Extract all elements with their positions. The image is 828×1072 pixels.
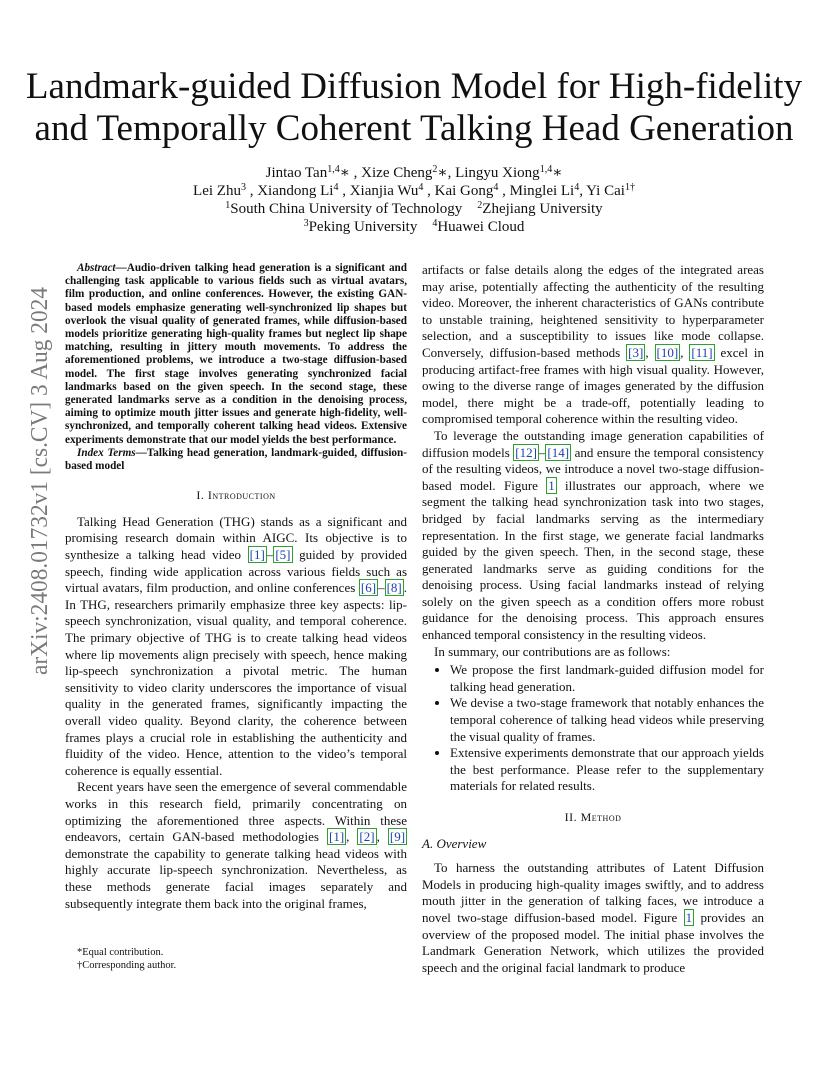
citation-link[interactable]: [6] [360,580,377,596]
list-item: • Extensive experiments demonstrate that our approach yields the best performance. Please refer to the supplementary materials for related results. [450,745,764,795]
citation-link[interactable]: [9] [389,829,406,845]
author-name: Jintao Tan [265,165,328,181]
abstract-lead: Abstract [77,262,116,274]
affil-sup: 3 [303,218,309,229]
right-column [422,262,764,976]
author-name: Kai Gong [434,183,494,199]
affil-sup: 2 [477,200,483,211]
text-run: illustrates our approach, where we segment the talking head synchronization task into two stages, bridged by facial landmarks serving as the intermediary representation. In the first stage, we generate facial landmarks guided by the given speech. Then, in the second stage, these generated landmarks serve as guiding conditions for the denoising process. Using facial landmarks instead of relying solely on the given speech as a condition offers more robust guidance for the denoising process. This approach ensures enhanced temporal consistency in the resulting videos. [422,477,764,643]
arxiv-identifier-stamp [20,268,54,675]
list-item: • We devise a two-stage framework that notably enhances the temporal coherence of talking head videos while preserving the visual quality of frames. [450,695,764,745]
text-run: Recent years have seen the emergence of several commendable works in this research field, primarily concentrating on optimizing the aforementioned three aspects. Within these endeavors, certain GAN-based methodologies [65,779,407,845]
section-heading-method: II. Method [564,810,622,824]
text-run: artifacts or false details along the edges of the integrated areas may arise, potentially affecting the authenticity of the resulting video. Moreover, the inherent characteristics of GANs contribute to unstable training, heightened sensitivity to hyperparameter selection, and a susceptibility to issues like mode collapse. Conversely, diffusion-based methods [422,262,764,360]
citation-link[interactable]: [1] [328,829,345,845]
arxiv-stamp-text: arXiv:2408.01732v1 [cs.CV] 3 Aug 2024 [26,268,53,675]
author-name: Lei Zhu [193,183,241,199]
text-run: and ensure the temporal consistency of the resulting videos, we introduce a novel two-stage diffusion-based model. Figure [422,444,764,493]
author-name: Xianjia Wu [349,183,419,199]
intro-paragraph-2 [65,779,407,912]
footnote-equal-contribution: *Equal contribution. [77,947,164,958]
author-name: Xize Cheng [361,165,433,181]
title-line-2: and Temporally Coherent Talking Head Generation [34,108,794,149]
author-name: Lingyu Xiong [455,165,540,181]
author-affil-sup: 4 [418,182,424,193]
author-affil-sup: 4 [574,182,580,193]
author-affil-sup: 3 [240,182,246,193]
affiliation: Peking University [308,219,418,235]
author-name: Yi Cai [586,183,625,199]
affiliation: Huawei Cloud [437,219,525,235]
text-run: To leverage the outstanding image generation capabilities of diffusion models [422,427,764,460]
intro-paragraph-5: In summary, our contributions are as follows: [434,643,671,659]
citation-link[interactable]: [5] [275,547,291,563]
author-block [0,164,828,236]
text-run: – [538,444,546,460]
affil-sup: 1 [225,200,231,211]
text-run: , [346,829,358,845]
equal-contrib-mark: ∗ [552,165,563,181]
author-affil-sup: 4 [333,182,339,193]
text-run: Talking Head Generation (THG) stands as a significant and promising research domain within AIGC. Its objective is to synthesize a talking head video [65,513,407,563]
text-run: demonstrate the capability to generate talking head videos with highly accurate lip-speech synchronization. Nevertheless, as these methods generate facial images separately and subsequently integrate them back into the original frames, [65,845,407,911]
author-affil-sup: 2 [432,164,438,175]
text-run: provides an overview of the proposed model. The initial phase involves the Landmark Generation Network, which utilizes the provided speech and the original facial landmark to produce [422,909,764,975]
index-terms-lead: Index Terms [77,446,136,459]
text-run: – [378,580,385,596]
footnote-corresponding-author: †Corresponding author. [77,960,177,971]
affiliation-line-2 [0,218,828,236]
text-run: , [645,344,655,360]
author-affil-sup: 1,4 [539,164,553,175]
text-run: , [680,344,690,360]
figure-link[interactable]: 1 [548,477,555,493]
author-affil-sup: 1† [624,182,635,193]
text-run: . In THG, researchers primarily emphasize three key aspects: lip-speech synchronization, visual quality, and temporal coherence. The primary objective of THG is to create talking head videos where lip movements align precisely with speech, hence making lip-speech synchronization a pivotal metric. The human sensitivity to video clarity underscores the importance of visual quality in the generated frames, significantly impacting the overall video quality. Beyond clarity, the coherence between frames plays a crucial role in establishing the authenticity and fluidity of the video. Hence, attention to the video’s temporal coherence is equally essential. [65,580,407,778]
arxiv-stamp-svg [20,268,54,675]
citation-link[interactable]: [2] [359,829,375,845]
equal-contrib-mark: ∗ [339,165,350,181]
left-column [65,262,407,912]
citation-link[interactable]: [1] [249,547,265,563]
affil-sup: 4 [432,218,438,229]
author-name: Minglei Li [509,183,575,199]
footnotes [65,946,407,972]
figure-link[interactable]: 1 [685,909,693,925]
text-run: guided by provided speech, finding wide application across various fields such as virtual avatars, film production, and online conferences [65,547,408,596]
text-run: – [266,547,274,563]
abstract-text: —Audio-driven talking head generation is a significant and challenging task applicable to various fields such as virtual avatars, film production, and online conferences. However, the existing GAN-based models emphasize generating well-synchronized lip shapes but overlook the visual quality of generated frames, while diffusion-based models prioritize generating high-quality frames but neglect lip shape matching, resulting in jittery mouth movements. To address the aforementioned problems, we introduce a two-stage diffusion-based model. The first stage involves generating synchronized facial landmarks based on the given speech. In the second stage, these generated landmarks serve as a condition in the denoising process, aiming to optimize mouth jitter issues and generate high-fidelity, well-synchronized, and temporally coherent talking head videos. Extensive experiments demonstrate that our model yields the best performance. [65,262,407,446]
affiliation: Zhejiang University [482,201,603,217]
index-terms [65,447,407,473]
affiliation: South China University of Technology [230,201,463,217]
intro-paragraph-1 [65,514,407,780]
author-line-1: Jintao Tan$^{1,4}$∗ , Xize Cheng$^2$∗, Lingyu Xiong$^{1,4}$∗ [265,164,563,181]
equal-contrib-mark: ∗ [437,165,448,181]
text-run: To harness the outstanding attributes of Latent Diffusion Models in producing high-quality images swiftly, and to address mouth jitter in the generation of talking faces, we introduce a novel two-stage diffusion-based model. Figure [422,860,764,925]
citation-link[interactable]: [11] [691,344,713,360]
citation-link[interactable]: [8] [386,580,402,596]
intro-paragraph-3 [422,262,764,428]
text-run: excel in producing artifact-free frames with high visual quality. However, owing to the diverse range of images generated by the diffusion model, there might be a trade-off, potentially leading to compromised temporal coherence within the resulting video. [422,344,765,427]
affiliation-line-1 [0,200,828,218]
abstract [65,262,407,447]
intro-paragraph-4 [422,428,764,644]
method-paragraph-1 [422,860,764,976]
citation-link[interactable]: [10] [656,344,679,360]
section-heading-introduction: I. Introduction [196,488,276,503]
contributions-list [422,662,764,795]
paper-title [0,66,828,150]
citation-link[interactable]: [12] [515,444,537,460]
citation-link[interactable]: [3] [628,344,644,360]
author-affil-sup: 1,4 [327,164,340,175]
author-name: Xiandong Li [257,183,334,199]
index-terms-text: —Talking head generation, landmark-guided, diffusion-based model [65,446,407,473]
author-line-2: Lei Zhu$^3$ , Xiandong Li$^4$ , Xianjia Wu$^4$ , Kai Gong$^4$ , Minglei Li$^4$, Yi Cai$^{1\dagger}$ [193,182,635,199]
list-item: • We propose the first landmark-guided diffusion model for talking head generation. [450,662,764,695]
citation-link[interactable]: [14] [547,444,570,460]
text-run: , [376,829,388,845]
subsection-heading-overview: A. Overview [422,835,487,851]
author-affil-sup: 4 [493,182,499,193]
title-line-1: Landmark-guided Diffusion Model for High-fidelity [25,66,803,107]
